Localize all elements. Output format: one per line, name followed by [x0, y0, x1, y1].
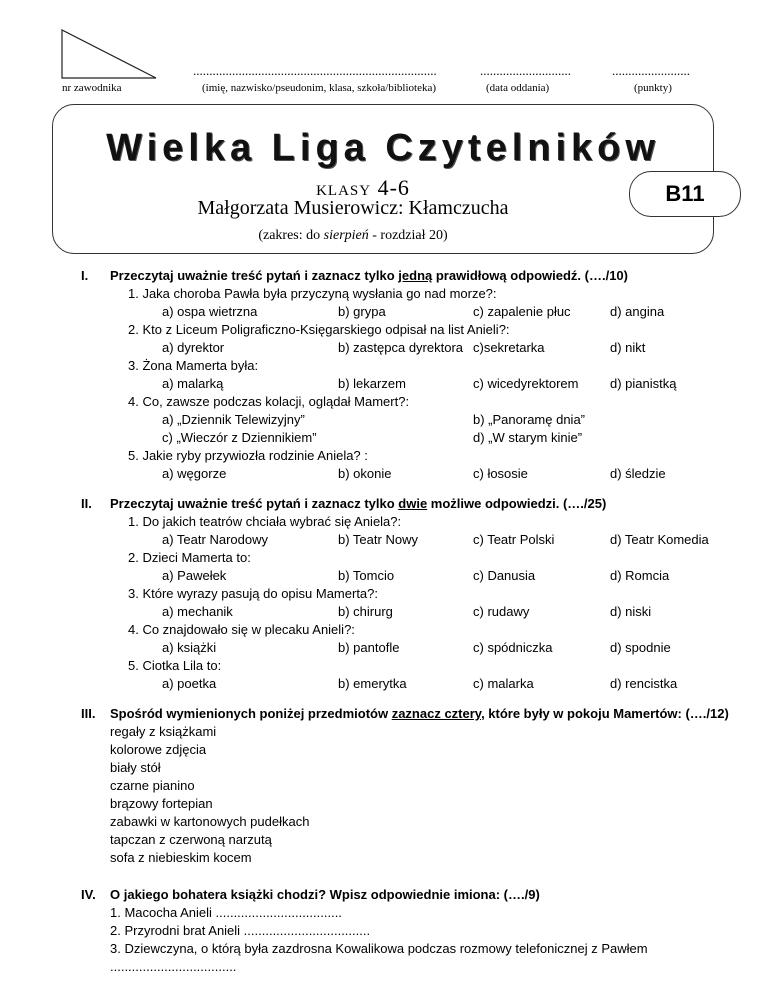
s4-question-1[interactable]: 1. Macocha Anieli ................................... [110, 905, 342, 920]
s1-question-1: 1. Jaka choroba Pawła była przyczyną wysłania go nad morze?: [128, 286, 497, 301]
section-3-instruction: Spośród wymienionych poniżej przedmiotów zaznacz cztery, które były w pokoju Mamertów: (…./12) [110, 706, 729, 721]
s1-q3-answer-b[interactable]: b) lekarzem [338, 376, 406, 391]
s2-q3-answer-a[interactable]: a) mechanik [162, 604, 233, 619]
s2-q2-answer-d[interactable]: d) Romcia [610, 568, 670, 583]
s2-q1-answer-a[interactable]: a) Teatr Narodowy [162, 532, 268, 547]
s4-question-3: 3. Dziewczyna, o którą była zazdrosna Kowalikowa podczas rozmowy telefonicznej z Pawłem [110, 941, 648, 956]
s2-q4-answer-d[interactable]: d) spodnie [610, 640, 671, 655]
s1-q4-answer-d[interactable]: d) „W starym kinie” [473, 430, 583, 445]
s3-item[interactable]: czarne pianino [110, 778, 195, 793]
reading-range: (zakres: do sierpień - rozdział 20) [258, 228, 448, 243]
s1-q2-answer-c[interactable]: c)sekretarka [473, 340, 545, 355]
s1-q1-answer-a[interactable]: a) ospa wietrzna [162, 304, 258, 319]
s2-q1-answer-d[interactable]: d) Teatr Komedia [610, 532, 709, 547]
s2-question-4: 4. Co znajdowało się w plecaku Anieli?: [128, 622, 355, 637]
section-4-instruction: O jakiego bohatera książki chodzi? Wpisz odpowiednie imiona: (…./9) [110, 887, 540, 902]
s2-q2-answer-c[interactable]: c) Danusia [473, 568, 536, 583]
s2-q2-answer-b[interactable]: b) Tomcio [338, 568, 395, 583]
section-4-number: IV. [81, 887, 96, 902]
contestant-number-label: nr zawodnika [62, 82, 122, 94]
s3-item[interactable]: kolorowe zdjęcia [110, 742, 207, 757]
s3-item[interactable]: tapczan z czerwoną narzutą [110, 832, 272, 847]
s2-q3-answer-c[interactable]: c) rudawy [473, 604, 530, 619]
section-2-number: II. [81, 496, 92, 511]
s1-question-2: 2. Kto z Liceum Poligraficzno-Księgarskiego odpisał na list Anieli?: [128, 322, 510, 337]
s1-q1-answer-c[interactable]: c) zapalenie płuc [473, 304, 571, 319]
s4-question-3-answer-line[interactable]: ................................... [110, 959, 237, 974]
name-label: (imię, nazwisko/pseudonim, klasa, szkoła/biblioteka) [202, 82, 437, 94]
s2-q4-answer-c[interactable]: c) spódniczka [473, 640, 553, 655]
points-label: (punkty) [634, 82, 672, 94]
book-title: Małgorzata Musierowicz: Kłamczucha [197, 197, 509, 219]
s1-q2-answer-a[interactable]: a) dyrektor [162, 340, 225, 355]
s2-q2-answer-a[interactable]: a) Pawełek [162, 568, 227, 583]
section-1-number: I. [81, 268, 89, 283]
s2-question-5: 5. Ciotka Lila to: [128, 658, 222, 673]
section-1-instruction: Przeczytaj uważnie treść pytań i zaznacz tylko jedną prawidłową odpowiedź. (…./10) [110, 268, 628, 283]
s2-q5-answer-a[interactable]: a) poetka [162, 676, 217, 691]
date-label: (data oddania) [486, 82, 550, 94]
s3-item[interactable]: brązowy fortepian [110, 796, 213, 811]
section-3-number: III. [81, 706, 96, 721]
points-line: ........................ [612, 63, 690, 78]
grade-range: klasy 4-6 [316, 175, 410, 200]
s2-q5-answer-c[interactable]: c) malarka [473, 676, 534, 691]
title-banner [52, 104, 714, 254]
name-line: ........................................................................... [193, 63, 437, 78]
s1-q4-answer-c[interactable]: c) „Wieczór z Dziennikiem” [162, 430, 317, 445]
section-2-instruction: Przeczytaj uważnie treść pytań i zaznacz tylko dwie możliwe odpowiedzi. (…./25) [110, 496, 607, 511]
contest-title: Wielka Liga Czytelników [106, 127, 660, 169]
s3-item[interactable]: zabawki w kartonowych pudełkach [110, 814, 310, 829]
contestant-number-triangle [60, 28, 160, 80]
s1-q5-answer-a[interactable]: a) węgorze [162, 466, 227, 481]
s2-q4-answer-b[interactable]: b) pantofle [338, 640, 400, 655]
test-code-badge: B11 [629, 171, 741, 217]
s2-q1-answer-b[interactable]: b) Teatr Nowy [338, 532, 418, 547]
s1-question-3: 3. Żona Mamerta była: [128, 358, 259, 373]
s2-q3-answer-d[interactable]: d) niski [610, 604, 652, 619]
s2-q1-answer-c[interactable]: c) Teatr Polski [473, 532, 555, 547]
s2-q5-answer-b[interactable]: b) emerytka [338, 676, 407, 691]
s1-question-4: 4. Co, zawsze podczas kolacji, oglądał Mamert?: [128, 394, 410, 409]
s4-question-2[interactable]: 2. Przyrodni brat Anieli ................................... [110, 923, 371, 938]
s1-q4-answer-a[interactable]: a) „Dziennik Telewizyjny” [162, 412, 305, 427]
s2-question-1: 1. Do jakich teatrów chciała wybrać się Aniela?: [128, 514, 402, 529]
s1-q1-answer-d[interactable]: d) angina [610, 304, 665, 319]
s2-q5-answer-d[interactable]: d) rencistka [610, 676, 678, 691]
s3-item[interactable]: biały stół [110, 760, 161, 775]
s2-question-2: 2. Dzieci Mamerta to: [128, 550, 251, 565]
s1-q5-answer-c[interactable]: c) łososie [473, 466, 528, 481]
s1-q3-answer-a[interactable]: a) malarką [162, 376, 224, 391]
s1-q5-answer-b[interactable]: b) okonie [338, 466, 392, 481]
s2-q4-answer-a[interactable]: a) książki [162, 640, 217, 655]
s1-q2-answer-b[interactable]: b) zastępca dyrektora [338, 340, 464, 355]
s1-q5-answer-d[interactable]: d) śledzie [610, 466, 666, 481]
s1-question-5: 5. Jakie ryby przywiozła rodzinie Aniela? : [128, 448, 368, 463]
s1-q3-answer-d[interactable]: d) pianistką [610, 376, 677, 391]
s1-q4-answer-b[interactable]: b) „Panoramę dnia” [473, 412, 585, 427]
s2-q3-answer-b[interactable]: b) chirurg [338, 604, 393, 619]
s1-q3-answer-c[interactable]: c) wicedyrektorem [473, 376, 579, 391]
s1-q1-answer-b[interactable]: b) grypa [338, 304, 386, 319]
s3-item[interactable]: regały z książkami [110, 724, 217, 739]
s1-q2-answer-d[interactable]: d) nikt [610, 340, 646, 355]
s3-item[interactable]: sofa z niebieskim kocem [110, 850, 252, 865]
s2-question-3: 3. Które wyrazy pasują do opisu Mamerta?: [128, 586, 379, 601]
date-line: ............................ [480, 63, 571, 78]
